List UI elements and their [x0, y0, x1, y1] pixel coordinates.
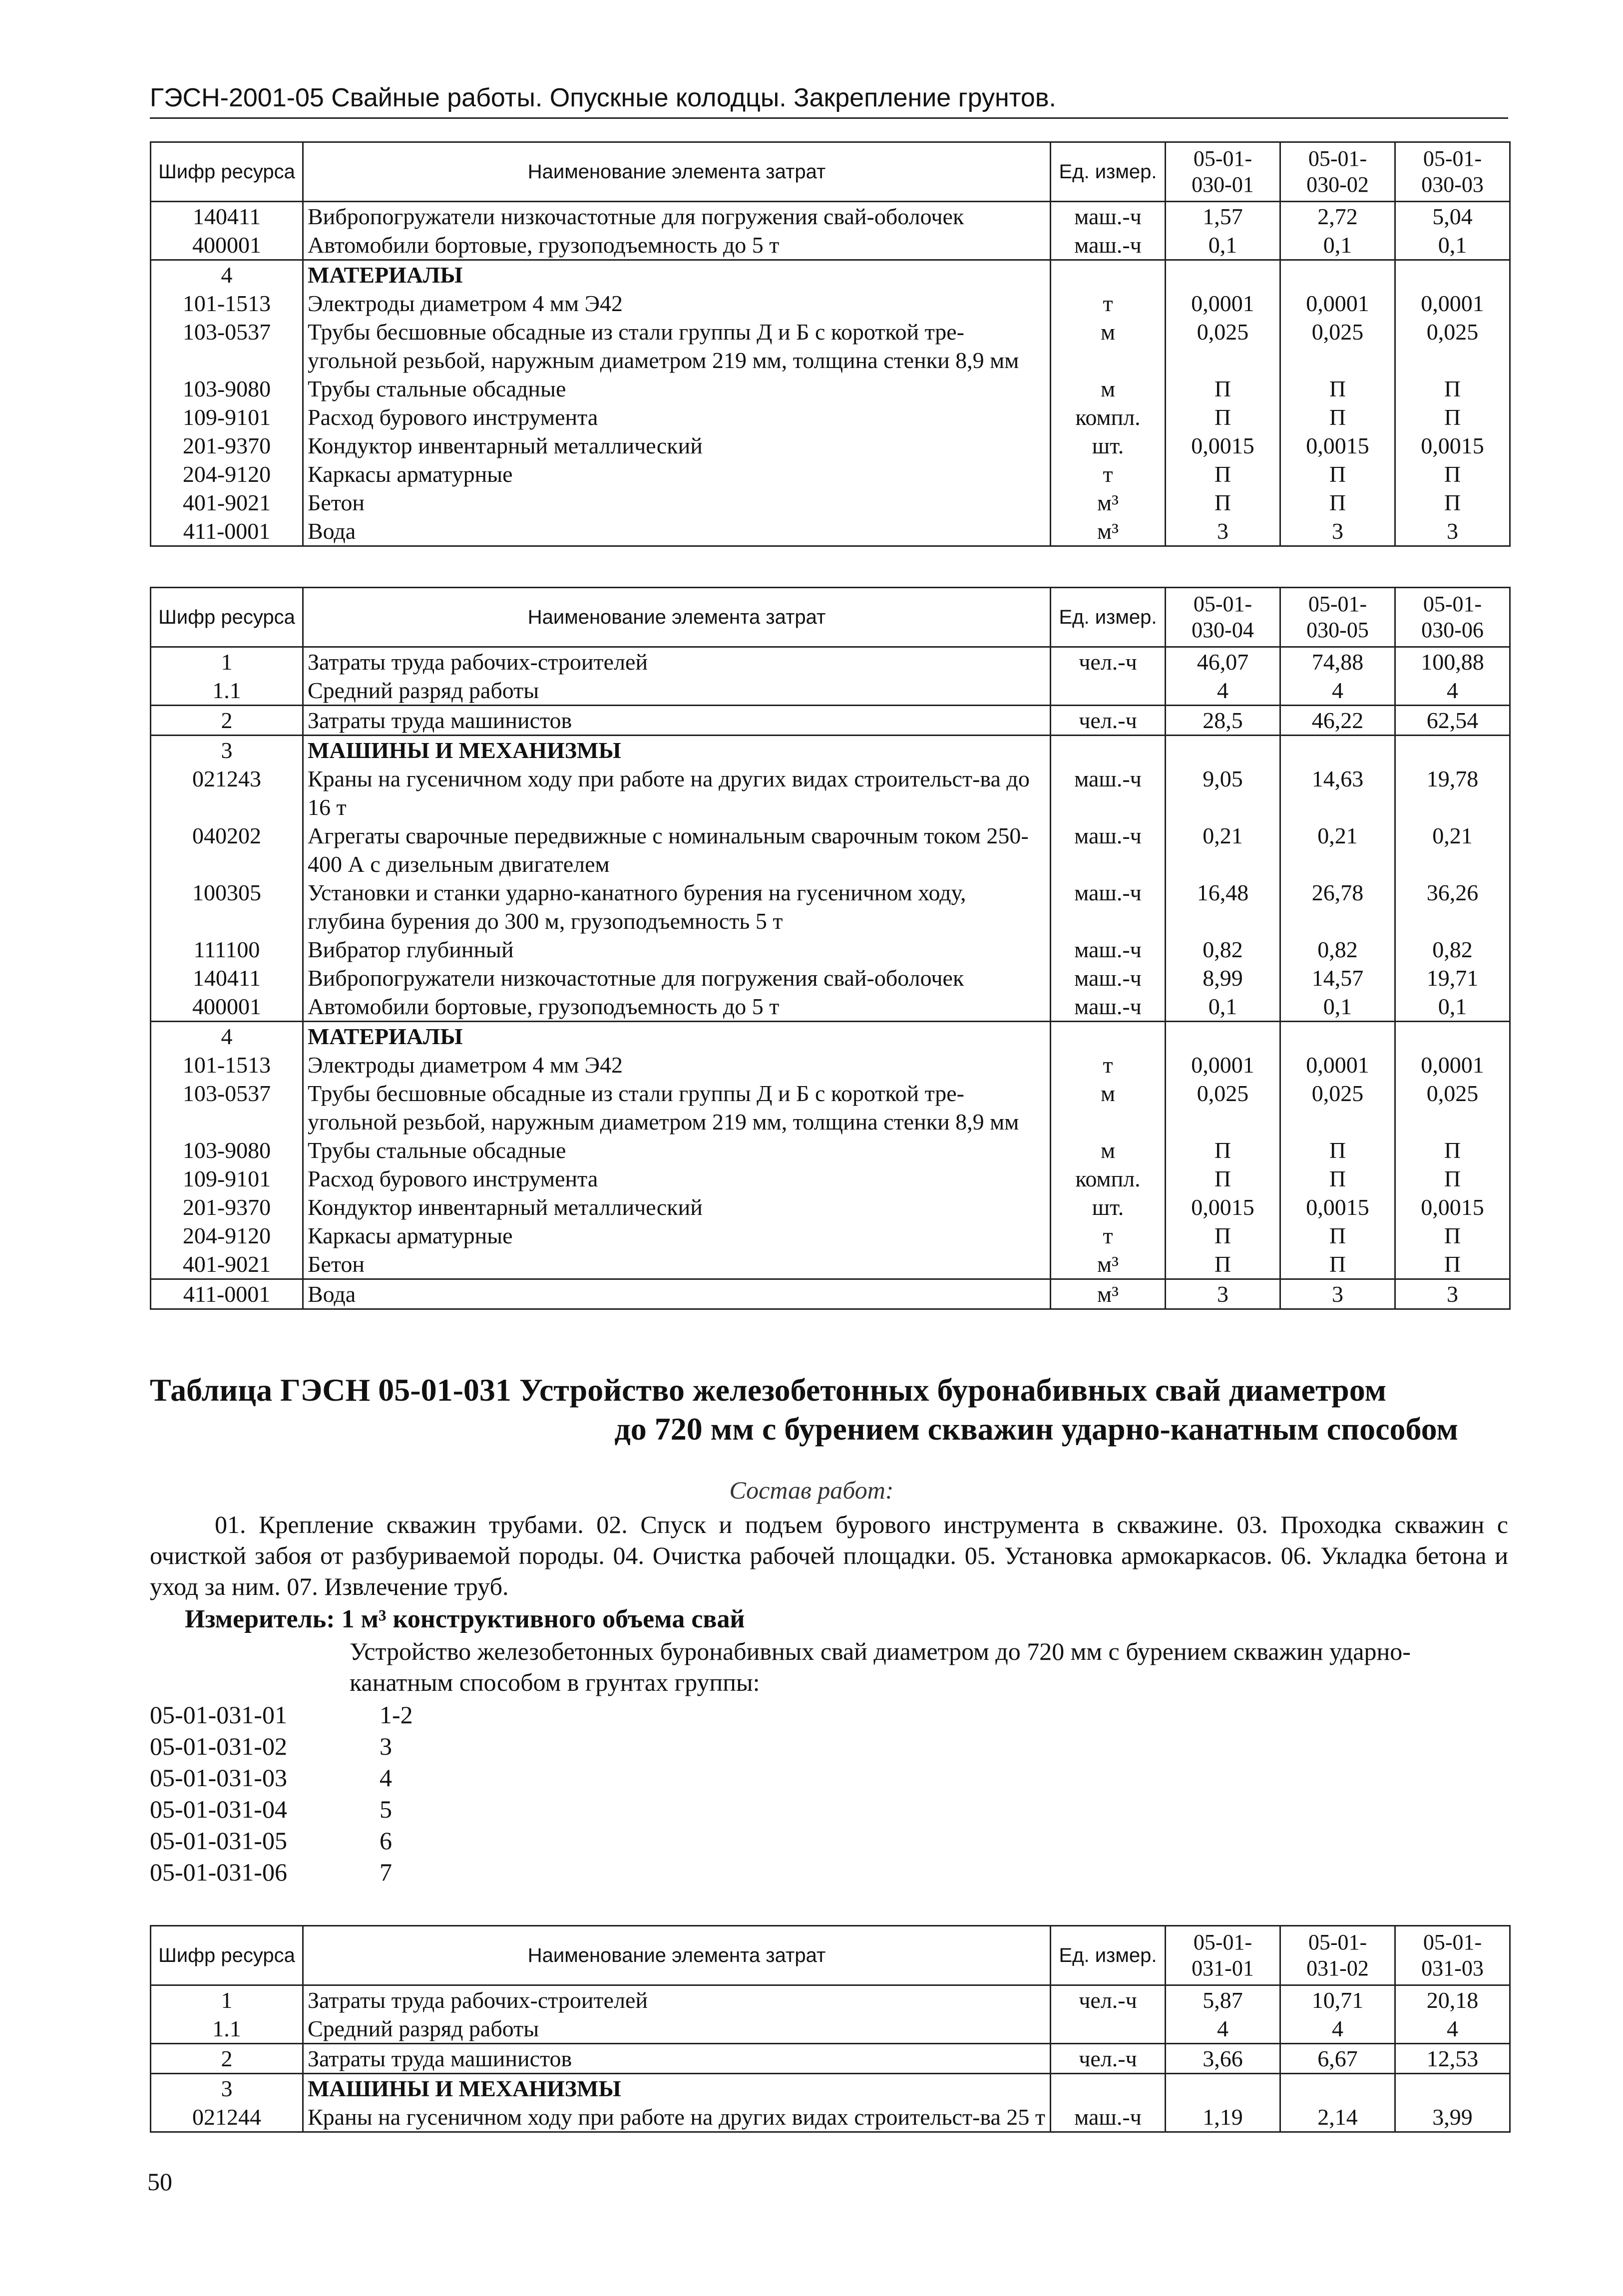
cell-name: Вибропогружатели низкочастотные для погружения свай-оболочек	[303, 964, 1051, 992]
cell-name: Затраты труда машинистов	[303, 2044, 1051, 2074]
cell-code: 100305	[151, 878, 303, 935]
cell-value-2: П	[1280, 375, 1395, 403]
cell-name: Расход бурового инструмента	[303, 403, 1051, 431]
table-row	[151, 706, 1510, 736]
cell-value-1: 0,025	[1166, 1079, 1280, 1136]
cell-unit: т	[1051, 1221, 1166, 1250]
cell-code: 411-0001	[151, 1279, 303, 1309]
cell-code: 401-9021	[151, 488, 303, 517]
cell-unit: т	[1051, 1051, 1166, 1079]
cell-value-3: 20,18	[1395, 1985, 1510, 2015]
work-composition-heading: Состав работ:	[729, 1476, 894, 1504]
cell-value-3: 36,26	[1395, 878, 1510, 935]
cell-value-2: 74,88	[1280, 647, 1395, 677]
table-row	[151, 1193, 1510, 1221]
cell-unit: м³	[1051, 517, 1166, 546]
cell-name: Электроды диаметром 4 мм Э42	[303, 1051, 1051, 1079]
cell-value-3: 3	[1395, 1279, 1510, 1309]
cell-code: 103-9080	[151, 375, 303, 403]
cell-value-1: 0,025	[1166, 318, 1280, 375]
cell-name: Вибропогружатели низкочастотные для погружения свай-оболочек	[303, 202, 1051, 231]
col-header-norm-1: 05-01- 031-01	[1166, 1926, 1280, 1985]
cell-code: 109-9101	[151, 1164, 303, 1193]
cell-value-3: 4	[1395, 2014, 1510, 2044]
variant-group: 3	[380, 1732, 392, 1760]
cell-value-2: П	[1280, 1164, 1395, 1193]
cell-name: Затраты труда рабочих-строителей	[303, 647, 1051, 677]
cell-code: 101-1513	[151, 1051, 303, 1079]
cell-value-2: 3	[1280, 517, 1395, 546]
col-header-unit: Ед. измер.	[1051, 1926, 1166, 1985]
cell-unit	[1051, 676, 1166, 706]
cell-value-3: 19,71	[1395, 964, 1510, 992]
table-row	[151, 431, 1510, 460]
cell-value-3: 0,025	[1395, 1079, 1510, 1136]
cell-code: 140411	[151, 202, 303, 231]
cell-name: Затраты труда рабочих-строителей	[303, 1985, 1051, 2015]
cell-value-2: 0,0001	[1280, 289, 1395, 318]
cell-value-2: 0,21	[1280, 821, 1395, 878]
cell-value-1: 3,66	[1166, 2044, 1280, 2074]
variant-code: 05-01-031-02	[150, 1732, 287, 1760]
cell-unit: чел.-ч	[1051, 706, 1166, 736]
cell-name: Бетон	[303, 1250, 1051, 1279]
table-row	[151, 2103, 1510, 2132]
cell-value-1: 0,0015	[1166, 1193, 1280, 1221]
cell-value-2: 0,0015	[1280, 1193, 1395, 1221]
variant-row	[150, 1699, 413, 1731]
table-row	[151, 1079, 1510, 1136]
table-row	[151, 821, 1510, 878]
cell-value-3: 0,0015	[1395, 1193, 1510, 1221]
cell-unit: м	[1051, 318, 1166, 375]
table-row	[151, 964, 1510, 992]
cell-value-3: 0,1	[1395, 231, 1510, 260]
cell-value-3: 62,54	[1395, 706, 1510, 736]
cell-name: Трубы бесшовные обсадные из стали группы Д и Б с короткой тре-угольной резьбой, наружным диаметром 219 мм, толщина стенки 8,9 мм	[303, 318, 1051, 375]
cell-value-3: П	[1395, 488, 1510, 517]
measure-unit: Измеритель: 1 м³ конструктивного объема свай	[185, 1605, 745, 1633]
cell-name: МАШИНЫ И МЕХАНИЗМЫ	[303, 2074, 1051, 2103]
cell-name: Средний разряд работы	[303, 676, 1051, 706]
cell-value-1: П	[1166, 1250, 1280, 1279]
table-row	[151, 460, 1510, 488]
variant-code: 05-01-031-06	[150, 1858, 287, 1886]
cell-value-3: 5,04	[1395, 202, 1510, 231]
cell-value-1: П	[1166, 1221, 1280, 1250]
cell-code: 4	[151, 1022, 303, 1051]
col-header-unit: Ед. измер.	[1051, 588, 1166, 647]
cell-unit: т	[1051, 460, 1166, 488]
cell-value-3: 0,21	[1395, 821, 1510, 878]
variant-list	[150, 1699, 413, 1888]
table-row	[151, 736, 1510, 765]
cell-code: 1.1	[151, 676, 303, 706]
cell-value-1: 4	[1166, 676, 1280, 706]
cell-value-2: 46,22	[1280, 706, 1395, 736]
table-row	[151, 878, 1510, 935]
cell-value-1: 0,1	[1166, 231, 1280, 260]
variant-row	[150, 1731, 413, 1762]
cell-value-3: 0,1	[1395, 992, 1510, 1022]
cell-value-2: 14,57	[1280, 964, 1395, 992]
cell-unit: маш.-ч	[1051, 821, 1166, 878]
col-header-norm-1: 05-01- 030-01	[1166, 142, 1280, 202]
cell-code: 2	[151, 2044, 303, 2074]
cell-name: Затраты труда машинистов	[303, 706, 1051, 736]
cell-value-3: П	[1395, 375, 1510, 403]
cell-unit: чел.-ч	[1051, 647, 1166, 677]
cell-value-2: П	[1280, 1250, 1395, 1279]
cell-value-1: 46,07	[1166, 647, 1280, 677]
cell-code: 400001	[151, 992, 303, 1022]
variant-group: 7	[380, 1858, 392, 1886]
cell-value-2: 26,78	[1280, 878, 1395, 935]
cell-value-1: 0,0001	[1166, 1051, 1280, 1079]
cell-unit: м	[1051, 375, 1166, 403]
cell-value-1: 0,0001	[1166, 289, 1280, 318]
cell-value-1: 5,87	[1166, 1985, 1280, 2015]
cell-name: МАТЕРИАЛЫ	[303, 260, 1051, 290]
col-header-norm-2: 05-01- 031-02	[1280, 1926, 1395, 1985]
cell-value-3	[1395, 736, 1510, 765]
cell-value-3: 0,0015	[1395, 431, 1510, 460]
cell-name: Краны на гусеничном ходу при работе на других видах строительст-ва 25 т	[303, 2103, 1051, 2132]
col-header-code: Шифр ресурса	[151, 142, 303, 202]
col-header-name: Наименование элемента затрат	[303, 588, 1051, 647]
cell-code: 109-9101	[151, 403, 303, 431]
cell-code: 1	[151, 647, 303, 677]
cell-name: Кондуктор инвентарный металлический	[303, 431, 1051, 460]
cell-code: 021244	[151, 2103, 303, 2132]
cell-name: Автомобили бортовые, грузоподъемность до 5 т	[303, 992, 1051, 1022]
cell-code: 1.1	[151, 2014, 303, 2044]
cell-code: 103-0537	[151, 318, 303, 375]
cell-value-1: 16,48	[1166, 878, 1280, 935]
cell-code: 103-9080	[151, 1136, 303, 1164]
variant-group: 5	[380, 1795, 392, 1823]
cell-code: 3	[151, 736, 303, 765]
cell-name: Вода	[303, 517, 1051, 546]
resource-table-030-01-03	[150, 141, 1511, 547]
cell-value-1: 4	[1166, 2014, 1280, 2044]
cell-name: Трубы стальные обсадные	[303, 1136, 1051, 1164]
table-row	[151, 2074, 1510, 2103]
table-row	[151, 2044, 1510, 2074]
col-header-norm-3: 05-01- 031-03	[1395, 1926, 1510, 1985]
cell-value-2: 2,14	[1280, 2103, 1395, 2132]
cell-value-2: П	[1280, 460, 1395, 488]
cell-value-1: 3	[1166, 1279, 1280, 1309]
resource-table-030-04-06	[150, 587, 1511, 1310]
cell-value-3: 3	[1395, 517, 1510, 546]
cell-value-1: П	[1166, 460, 1280, 488]
variant-row	[150, 1857, 413, 1888]
table-row	[151, 375, 1510, 403]
table-row	[151, 1022, 1510, 1051]
cell-name: Вибратор глубинный	[303, 935, 1051, 964]
table-row	[151, 231, 1510, 260]
variant-group: 1-2	[380, 1701, 413, 1729]
cell-name: Каркасы арматурные	[303, 460, 1051, 488]
cell-value-3: 12,53	[1395, 2044, 1510, 2074]
table-row	[151, 1279, 1510, 1309]
cell-value-3: П	[1395, 1221, 1510, 1250]
cell-value-2: 4	[1280, 2014, 1395, 2044]
cell-name: Краны на гусеничном ходу при работе на других видах строительст-ва до 16 т	[303, 765, 1051, 821]
table-row	[151, 1985, 1510, 2015]
cell-value-3: П	[1395, 1250, 1510, 1279]
cell-value-3: 0,0001	[1395, 289, 1510, 318]
table-title	[150, 1371, 1508, 1449]
cell-unit: маш.-ч	[1051, 231, 1166, 260]
table-row	[151, 765, 1510, 821]
cell-value-2: 10,71	[1280, 1985, 1395, 2015]
cell-value-2: 3	[1280, 1279, 1395, 1309]
cell-code: 204-9120	[151, 1221, 303, 1250]
cell-unit: т	[1051, 289, 1166, 318]
cell-value-1: 0,0015	[1166, 431, 1280, 460]
cell-code: 2	[151, 706, 303, 736]
cell-value-2: 0,025	[1280, 1079, 1395, 1136]
variant-code: 05-01-031-01	[150, 1701, 287, 1729]
cell-value-2: 6,67	[1280, 2044, 1395, 2074]
cell-code: 101-1513	[151, 289, 303, 318]
cell-value-3: 100,88	[1395, 647, 1510, 677]
table-title-line-2: до 720 мм с бурением скважин ударно-канатным способом	[614, 1411, 1458, 1447]
col-header-norm-2: 05-01- 030-02	[1280, 142, 1395, 202]
cell-value-2: П	[1280, 488, 1395, 517]
cell-value-2: 0,0001	[1280, 1051, 1395, 1079]
cell-unit	[1051, 2074, 1166, 2103]
col-header-code: Шифр ресурса	[151, 588, 303, 647]
col-header-norm-3: 05-01- 030-06	[1395, 588, 1510, 647]
table-row	[151, 676, 1510, 706]
cell-value-1: 1,19	[1166, 2103, 1280, 2132]
cell-value-3	[1395, 260, 1510, 290]
variant-code: 05-01-031-04	[150, 1795, 287, 1823]
table-row	[151, 1250, 1510, 1279]
cell-unit: м	[1051, 1136, 1166, 1164]
cell-value-2: П	[1280, 1221, 1395, 1250]
cell-unit: шт.	[1051, 1193, 1166, 1221]
cell-value-1: П	[1166, 1164, 1280, 1193]
cell-code: 201-9370	[151, 431, 303, 460]
variant-code: 05-01-031-05	[150, 1827, 287, 1855]
table-row	[151, 260, 1510, 290]
cell-name: Электроды диаметром 4 мм Э42	[303, 289, 1051, 318]
variant-row	[150, 1762, 413, 1794]
cell-unit: чел.-ч	[1051, 2044, 1166, 2074]
cell-unit: м³	[1051, 1279, 1166, 1309]
variants-intro: Устройство железобетонных буронабивных свай диаметром до 720 мм с бурением скважин ударно-канатным способом в грунтах группы:	[350, 1637, 1411, 1696]
page-number: 50	[147, 2168, 172, 2196]
cell-value-3: 19,78	[1395, 765, 1510, 821]
cell-unit: компл.	[1051, 1164, 1166, 1193]
cell-value-2: 0,1	[1280, 992, 1395, 1022]
cell-value-2: 0,0015	[1280, 431, 1395, 460]
cell-name: Кондуктор инвентарный металлический	[303, 1193, 1051, 1221]
cell-unit	[1051, 1022, 1166, 1051]
cell-value-3: П	[1395, 403, 1510, 431]
cell-unit: м³	[1051, 488, 1166, 517]
cell-unit: чел.-ч	[1051, 1985, 1166, 2015]
cell-name: Средний разряд работы	[303, 2014, 1051, 2044]
cell-code: 1	[151, 1985, 303, 2015]
cell-unit: шт.	[1051, 431, 1166, 460]
cell-code: 140411	[151, 964, 303, 992]
col-header-code: Шифр ресурса	[151, 1926, 303, 1985]
cell-value-3: 0,025	[1395, 318, 1510, 375]
cell-name: Автомобили бортовые, грузоподъемность до 5 т	[303, 231, 1051, 260]
cell-value-3: 3,99	[1395, 2103, 1510, 2132]
cell-name: МАШИНЫ И МЕХАНИЗМЫ	[303, 736, 1051, 765]
cell-value-2: П	[1280, 403, 1395, 431]
cell-value-3: 4	[1395, 676, 1510, 706]
cell-value-2	[1280, 1022, 1395, 1051]
cell-code: 040202	[151, 821, 303, 878]
cell-value-1: 0,82	[1166, 935, 1280, 964]
cell-unit: маш.-ч	[1051, 935, 1166, 964]
cell-unit: компл.	[1051, 403, 1166, 431]
cell-value-1: 0,1	[1166, 992, 1280, 1022]
cell-value-3: 0,82	[1395, 935, 1510, 964]
cell-name: Трубы бесшовные обсадные из стали группы Д и Б с короткой тре-угольной резьбой, наружным диаметром 219 мм, толщина стенки 8,9 мм	[303, 1079, 1051, 1136]
cell-name: Установки и станки ударно-канатного бурения на гусеничном ходу, глубина бурения до 300 м, грузоподъемность 5 т	[303, 878, 1051, 935]
cell-unit: м	[1051, 1079, 1166, 1136]
cell-value-1: П	[1166, 488, 1280, 517]
cell-code: 3	[151, 2074, 303, 2103]
cell-value-1	[1166, 2074, 1280, 2103]
cell-name: Расход бурового инструмента	[303, 1164, 1051, 1193]
table-row	[151, 1051, 1510, 1079]
table-title-line-1: Таблица ГЭСН 05-01-031 Устройство железобетонных буронабивных свай диаметром	[150, 1372, 1387, 1408]
cell-code: 204-9120	[151, 460, 303, 488]
cell-code: 4	[151, 260, 303, 290]
cell-value-1	[1166, 260, 1280, 290]
cell-value-3: 0,0001	[1395, 1051, 1510, 1079]
cell-name: Вода	[303, 1279, 1051, 1309]
cell-value-2: 4	[1280, 676, 1395, 706]
cell-value-1: П	[1166, 403, 1280, 431]
cell-code: 103-0537	[151, 1079, 303, 1136]
table-row	[151, 517, 1510, 546]
col-header-norm-3: 05-01- 030-03	[1395, 142, 1510, 202]
table-row	[151, 935, 1510, 964]
cell-value-2	[1280, 260, 1395, 290]
cell-value-1: 0,21	[1166, 821, 1280, 878]
cell-name: Каркасы арматурные	[303, 1221, 1051, 1250]
cell-value-2: 0,82	[1280, 935, 1395, 964]
cell-unit	[1051, 2014, 1166, 2044]
cell-value-3	[1395, 1022, 1510, 1051]
table-row	[151, 403, 1510, 431]
cell-value-1: П	[1166, 375, 1280, 403]
variant-group: 6	[380, 1827, 392, 1855]
table-row	[151, 992, 1510, 1022]
cell-unit: м³	[1051, 1250, 1166, 1279]
col-header-name: Наименование элемента затрат	[303, 1926, 1051, 1985]
table-row	[151, 2014, 1510, 2044]
cell-name: Агрегаты сварочные передвижные с номинальным сварочным током 250-400 А с дизельным двигателем	[303, 821, 1051, 878]
cell-code: 401-9021	[151, 1250, 303, 1279]
cell-unit	[1051, 736, 1166, 765]
col-header-norm-1: 05-01- 030-04	[1166, 588, 1280, 647]
cell-value-2: П	[1280, 1136, 1395, 1164]
table-row	[151, 289, 1510, 318]
table-row	[151, 318, 1510, 375]
variant-row	[150, 1794, 413, 1825]
cell-value-2: 0,1	[1280, 231, 1395, 260]
table-row	[151, 647, 1510, 677]
table-row	[151, 202, 1510, 231]
cell-unit: маш.-ч	[1051, 878, 1166, 935]
cell-unit: маш.-ч	[1051, 765, 1166, 821]
cell-name: МАТЕРИАЛЫ	[303, 1022, 1051, 1051]
cell-value-1: П	[1166, 1136, 1280, 1164]
cell-value-3: П	[1395, 1136, 1510, 1164]
cell-value-1	[1166, 736, 1280, 765]
cell-value-2: 14,63	[1280, 765, 1395, 821]
cell-unit: маш.-ч	[1051, 964, 1166, 992]
cell-name: Бетон	[303, 488, 1051, 517]
cell-unit: маш.-ч	[1051, 202, 1166, 231]
cell-value-2: 2,72	[1280, 202, 1395, 231]
col-header-unit: Ед. измер.	[1051, 142, 1166, 202]
cell-value-2: 0,025	[1280, 318, 1395, 375]
cell-code: 111100	[151, 935, 303, 964]
cell-unit: маш.-ч	[1051, 2103, 1166, 2132]
cell-value-1	[1166, 1022, 1280, 1051]
cell-value-1: 8,99	[1166, 964, 1280, 992]
table-row	[151, 488, 1510, 517]
cell-value-2	[1280, 736, 1395, 765]
variant-group: 4	[380, 1764, 392, 1792]
cell-value-2	[1280, 2074, 1395, 2103]
cell-value-1: 1,57	[1166, 202, 1280, 231]
col-header-norm-2: 05-01- 030-05	[1280, 588, 1395, 647]
cell-value-1: 9,05	[1166, 765, 1280, 821]
cell-value-3: П	[1395, 460, 1510, 488]
table-row	[151, 1221, 1510, 1250]
cell-unit	[1051, 260, 1166, 290]
cell-code: 201-9370	[151, 1193, 303, 1221]
cell-value-3: П	[1395, 1164, 1510, 1193]
cell-value-1: 3	[1166, 517, 1280, 546]
cell-code: 411-0001	[151, 517, 303, 546]
variant-row	[150, 1825, 413, 1857]
cell-code: 400001	[151, 231, 303, 260]
cell-code: 021243	[151, 765, 303, 821]
cell-value-3	[1395, 2074, 1510, 2103]
cell-value-1: 28,5	[1166, 706, 1280, 736]
work-composition-text: 01. Крепление скважин трубами. 02. Спуск и подъем бурового инструмента в скважине. 03. Проходка скважин с очисткой забоя от разбуриваемой породы. 04. Очистка рабочей площадки. 05. Установка армокаркасов. 06. Укладка бетона и уход за ним. 07. Извлечение труб.	[150, 1511, 1508, 1600]
resource-table-031-01-03	[150, 1925, 1511, 2133]
running-header: ГЭСН-2001-05 Свайные работы. Опускные колодцы. Закрепление грунтов.	[150, 82, 1508, 119]
cell-unit: маш.-ч	[1051, 992, 1166, 1022]
variant-code: 05-01-031-03	[150, 1764, 287, 1792]
table-row	[151, 1136, 1510, 1164]
table-row	[151, 1164, 1510, 1193]
col-header-name: Наименование элемента затрат	[303, 142, 1051, 202]
cell-name: Трубы стальные обсадные	[303, 375, 1051, 403]
